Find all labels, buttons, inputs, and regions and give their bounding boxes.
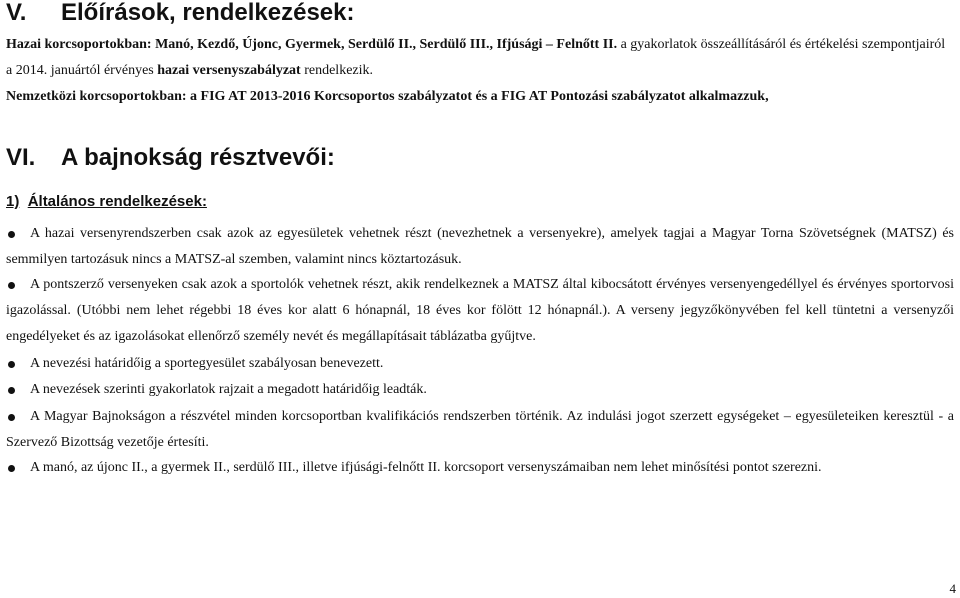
list-item-text: A nevezési határidőig a sportegyesület szabályosan benevezett. — [30, 356, 384, 371]
section-5-number: V. — [6, 0, 27, 26]
domestic-age-groups-lead: Hazai korcsoportokban: Manó, Kezdő, Újonc, Gyermek, Serdülő II., Serdülő III., Ifjúsági – Felnőtt II. — [6, 37, 618, 52]
bullet-icon — [8, 231, 15, 238]
section-6-heading — [6, 144, 335, 172]
subsection-1-heading — [6, 192, 207, 212]
domestic-age-groups-text-c: rendelkezik. — [300, 63, 374, 78]
list-item — [6, 404, 954, 456]
subsection-1-number: 1) — [6, 193, 20, 210]
list-item-text: A nevezések szerinti gyakorlatok rajzait a megadott határidőig leadták. — [30, 382, 427, 397]
domestic-age-groups-text-a: a gyakorlatok összeállításáról és értékelési szempontjairól a 2014. januártól érvényes — [6, 37, 946, 78]
section-5-title: Előírások, rendelkezések: — [61, 0, 355, 26]
list-item-text: A pontszerző versenyeken csak azok a sportolók vehetnek részt, akik rendelkeznek a MATSZ által kibocsátott érvényes versenyengedéllyel és érvényes sportorvosi igazolással. (Utóbbi nem lehet régebbi 18 éves kor alatt 6 hónapnál, 18 éves kor fölött 12 hónapnál.). A verseny jegyzőkönyvében fel kell tüntetni a versenyzői engedélyeket és az igazolásokat ellenőrző személy nevét és megállapításait táblázatba gyűjtve. — [6, 277, 954, 344]
list-item-text: A hazai versenyrendszerben csak azok az egyesületek vehetnek részt (nevezhetnek a versenyekre), amelyek tagjai a Magyar Torna Szövetségnek (MATSZ) és semmilyen tartozásuk nincs a MATSZ-al szemben, valamint nincs köztartozásuk. — [6, 226, 954, 267]
bullet-icon — [8, 282, 15, 289]
subsection-1-title: Általános rendelkezések: — [27, 193, 207, 210]
section-6-number: VI. — [6, 144, 36, 171]
international-age-groups-paragraph: Nemzetközi korcsoportokban: a FIG AT 2013-2016 Korcsoportos szabályzatot és a FIG AT Pontozási szabályzatot alkalmazzuk, — [6, 89, 769, 104]
list-item — [6, 272, 954, 350]
list-item — [6, 455, 954, 481]
list-item-text: A manó, az újonc II., a gyermek II., serdülő III., illetve ifjúsági-felnőtt II. korcsoport versenyszámaiban nem lehet minősítési pontot szerezni. — [30, 460, 822, 475]
list-item — [6, 221, 954, 273]
list-item — [6, 377, 954, 403]
section-6-title: A bajnokság résztvevői: — [61, 144, 335, 171]
list-item-text: A Magyar Bajnokságon a részvétel minden korcsoportban kvalifikációs rendszerben történik. Az indulási jogot szerzett egységeket – egyesületeiken keresztül - a Szervező Bizottság vezetője értesíti. — [6, 409, 954, 450]
page-number: 4 — [949, 581, 956, 596]
bullet-icon — [8, 465, 15, 472]
section-5-heading — [6, 0, 354, 27]
bullet-icon — [8, 387, 15, 394]
bullet-icon — [8, 414, 15, 421]
list-item — [6, 351, 954, 377]
bullet-icon — [8, 361, 15, 368]
domestic-rules-link-text: hazai versenyszabályzat — [157, 63, 301, 78]
domestic-age-groups-paragraph — [6, 32, 954, 84]
